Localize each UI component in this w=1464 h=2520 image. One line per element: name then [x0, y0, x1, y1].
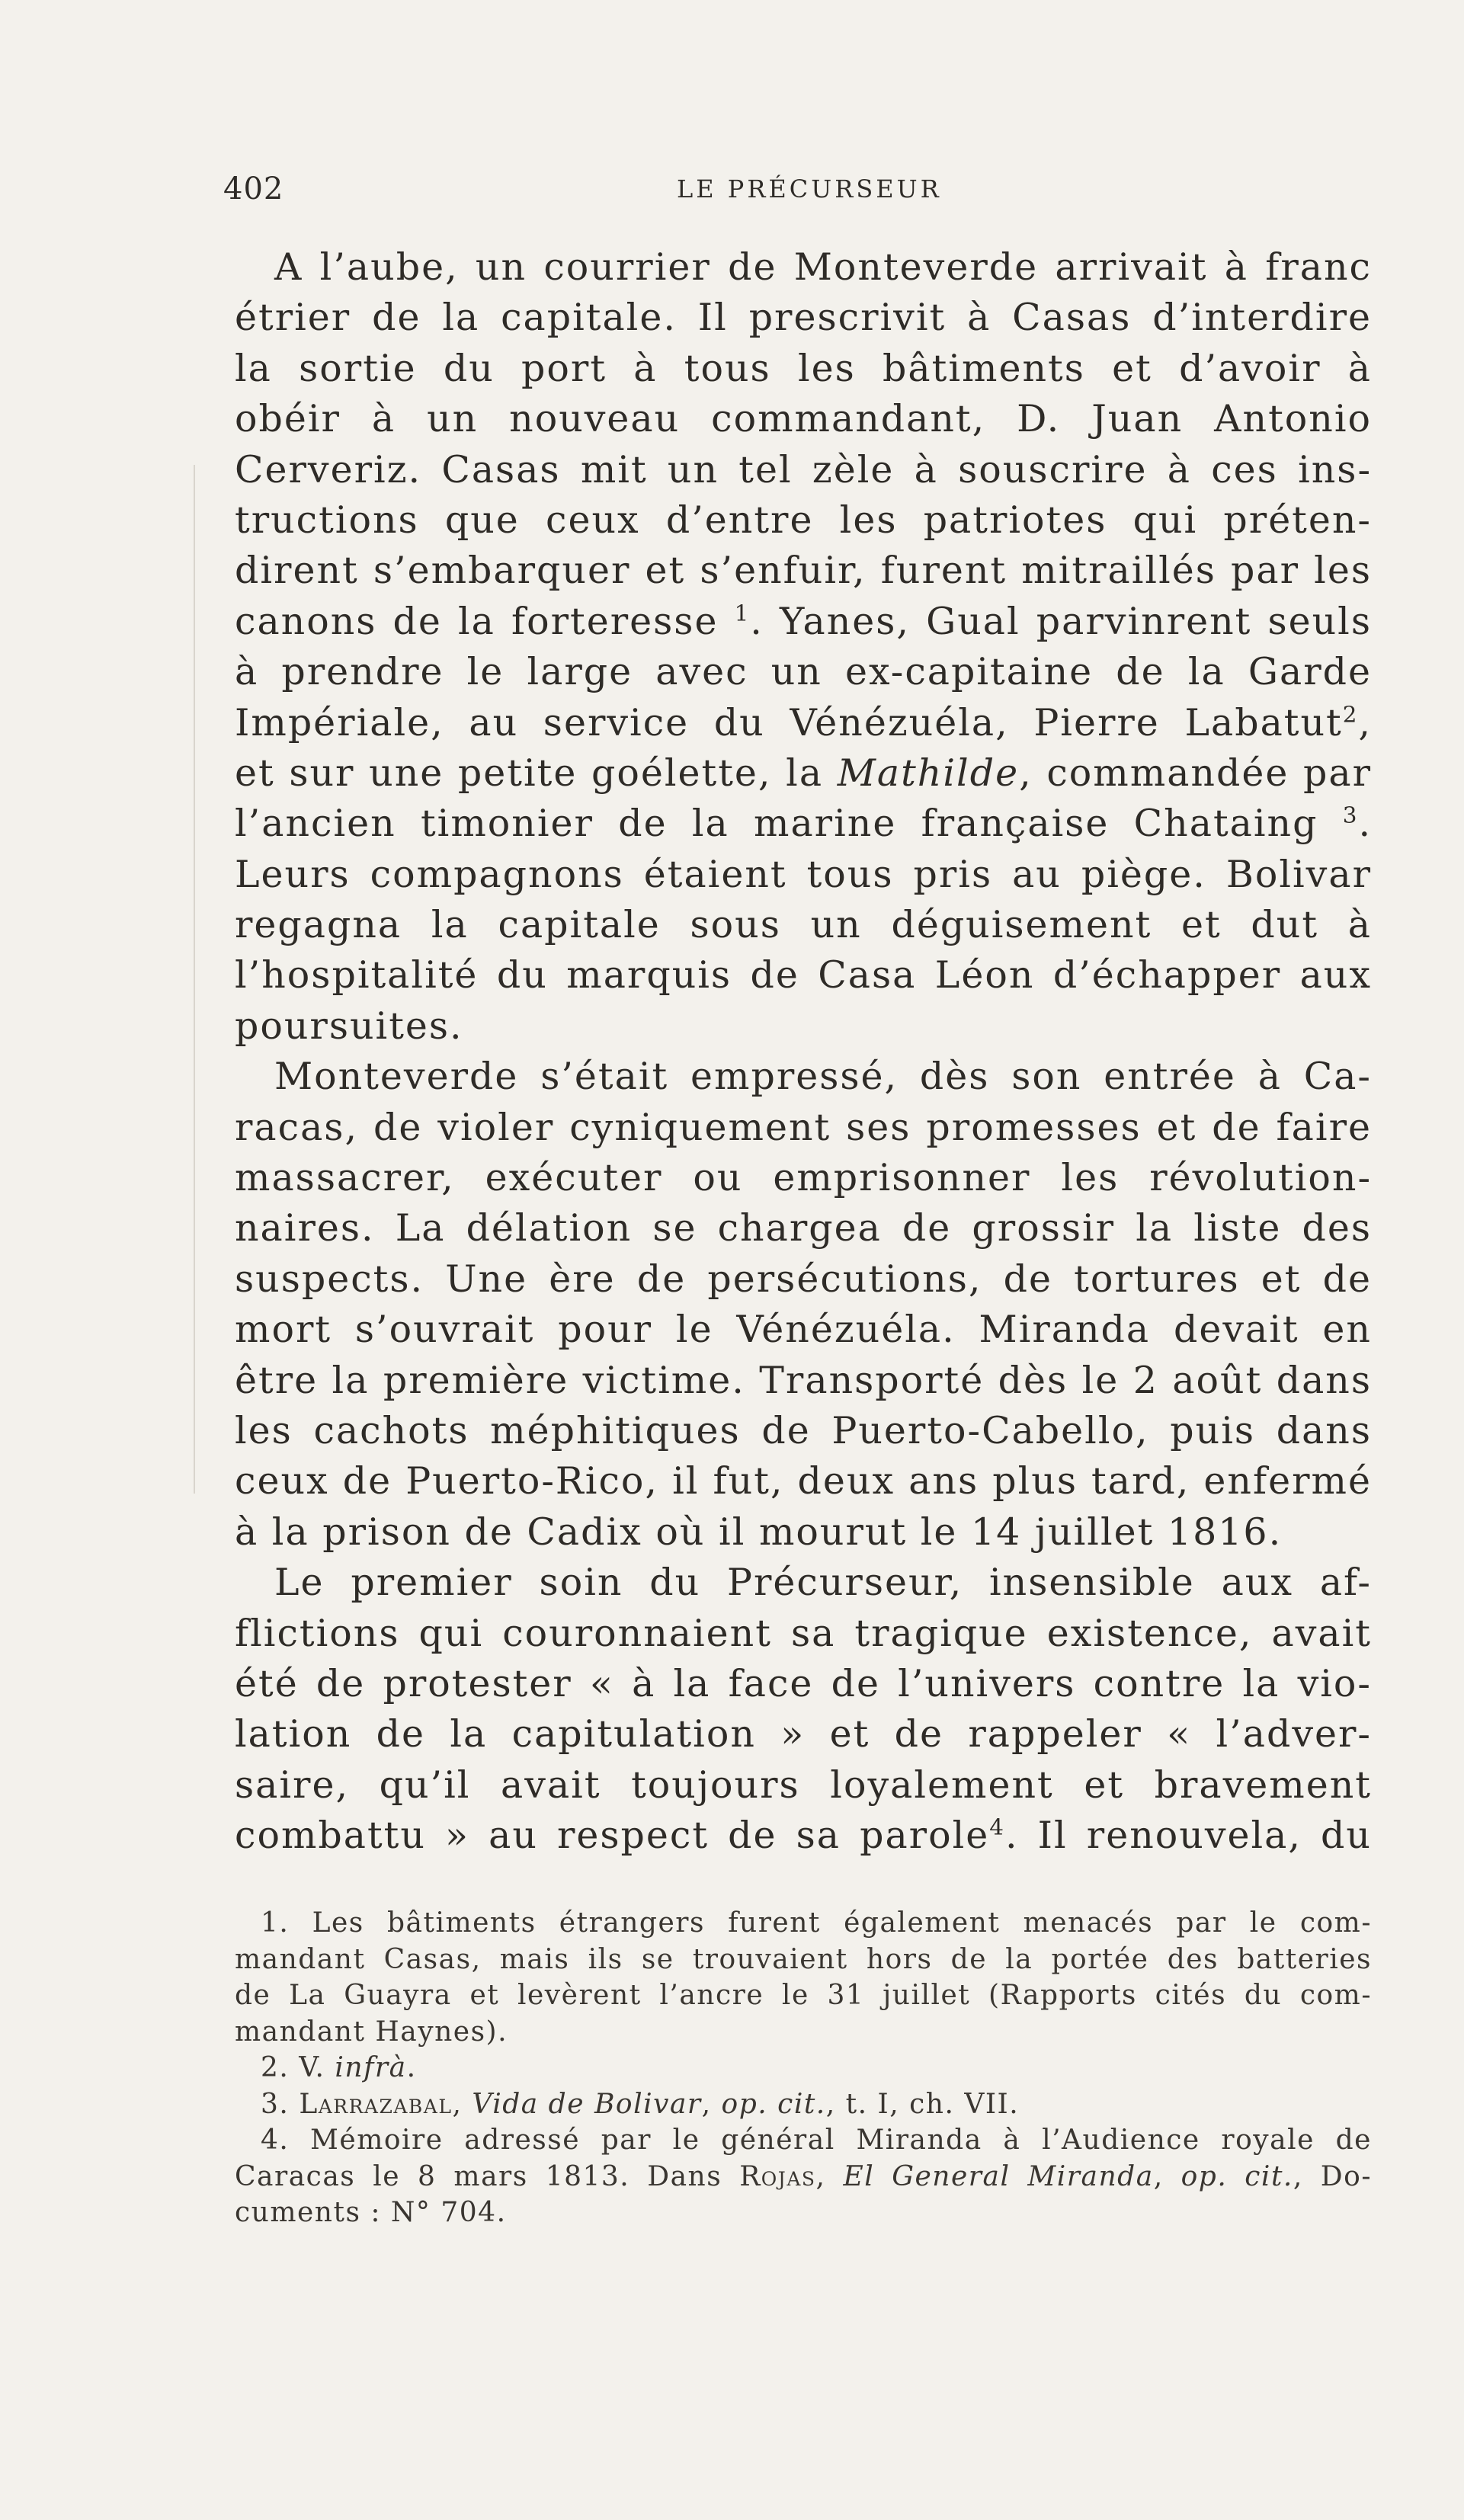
text-line: naires. La délation se chargea de grossir la liste des [235, 1206, 1372, 1250]
author-name: Larrazabal [299, 2088, 453, 2120]
footnote-line: cuments : N° 704. [235, 2197, 507, 2228]
text-line: poursuites. [235, 1004, 463, 1048]
text-span: canons de la forteresse [235, 599, 719, 643]
running-title: LE PRÉCURSEUR [677, 175, 942, 203]
text-line: regagna la capitale sous un déguisement et dut à [235, 903, 1372, 947]
text-span: 2. V. [261, 2052, 325, 2083]
text-line: lation de la capitulation » et de rappeler « l’adver- [235, 1712, 1372, 1756]
text-line: flictions qui couronnaient sa tragique existence, avait [235, 1611, 1372, 1655]
text-line [235, 698, 1372, 748]
text-span: , [1153, 2160, 1164, 2192]
margin-shadow [194, 465, 195, 1494]
text-line: à la prison de Cadix où il mourut le 14 juillet 1816. [235, 1510, 1283, 1554]
text-span: , [1358, 700, 1372, 744]
text-line: A l’aube, un courrier de Monteverde arrivait à franc [274, 245, 1372, 289]
text-span: , [701, 2088, 712, 2120]
text-line: Leurs compagnons étaient tous pris au piège. Bolivar [235, 852, 1372, 896]
text-line: étrier de la capitale. Il prescrivit à Casas d’interdire [235, 296, 1372, 340]
footnote-line: de La Guayra et levèrent l’ancre le 31 juillet (Rapports cités du com- [235, 1980, 1372, 2011]
footnote-ref: 4 [989, 1814, 1005, 1840]
book-title: Vida de Bolivar [472, 2088, 702, 2120]
footnote-line: 4. Mémoire adressé par le général Miranda à l’Audience royale de [261, 2125, 1372, 2156]
text-line: l’hospitalité du marquis de Casa Léon d’échapper aux [235, 953, 1372, 997]
footnotes [235, 1905, 1372, 2231]
text-line: la sortie du port à tous les bâtiments et d’avoir à [235, 346, 1372, 390]
text-span: , Do- [1293, 2160, 1372, 2192]
text-span: l’ancien timonier de la marine française Chataing [235, 802, 1318, 846]
text-line: Monteverde s’était empressé, dès son entrée à Ca- [274, 1055, 1372, 1099]
text-line: être la première victime. Transporté dès le 2 août dans [235, 1358, 1372, 1402]
text-span: Impériale, au service du Vénézuéla, Pierre Labatut [235, 700, 1343, 744]
footnote-line: mandant Haynes). [235, 2016, 508, 2048]
text-line: saire, qu’il avait toujours loyalement et bravement [235, 1763, 1372, 1807]
text-line: à prendre le large avec un ex-capitaine de la Garde [235, 650, 1372, 694]
footnote-line [235, 2159, 1372, 2195]
page-number: 402 [223, 171, 284, 207]
footnote-ref: 2 [1342, 701, 1359, 728]
text-span: . Il renouvela, du [1004, 1814, 1372, 1858]
text-span: , t. I, ch. VII. [825, 2088, 1020, 2120]
text-span: , [452, 2088, 463, 2120]
text-line: Cerveriz. Casas mit un tel zèle à souscrire à ces ins- [235, 447, 1372, 492]
text-line: obéir à un nouveau commandant, D. Juan Antonio [235, 397, 1372, 441]
text-line [235, 1811, 1372, 1861]
text-line: dirent s’embarquer et s’enfuir, furent mitraillés par les [235, 549, 1372, 593]
book-title: El General Miranda [843, 2160, 1154, 2192]
text-line [235, 799, 1372, 849]
text-span: . [406, 2052, 417, 2083]
text-line: massacrer, exécuter ou emprisonner les révolution- [235, 1156, 1372, 1200]
ship-name: Mathilde [837, 751, 1020, 795]
text-span: et sur une petite goélette, la [235, 751, 824, 795]
text-line: suspects. Une ère de persécutions, de tortures et de [235, 1257, 1372, 1301]
footnote-line [235, 2050, 1372, 2086]
italic-span: infrà [335, 2052, 407, 2083]
text-span: 3. [261, 2088, 290, 2120]
text-span: . Yanes, Gual parvinrent seuls [750, 599, 1372, 643]
footnote-line: 1. Les bâtiments étrangers furent également menacés par le com- [261, 1907, 1372, 1939]
italic-span: op. cit. [1180, 2160, 1293, 2192]
text-span: Caracas le 8 mars 1813. Dans [235, 2160, 722, 2192]
text-line: été de protester « à la face de l’univers contre la vio- [235, 1661, 1372, 1705]
body-text [235, 242, 1372, 1862]
text-line: mort s’ouvrait pour le Vénézuéla. Miranda devait en [235, 1308, 1372, 1352]
footnote-line [235, 2086, 1372, 2123]
text-span: , [815, 2160, 826, 2192]
footnote-ref: 3 [1342, 802, 1359, 828]
text-line: Le premier soin du Précurseur, insensible aux af- [274, 1561, 1372, 1605]
footnote-ref: 1 [734, 600, 751, 626]
text-line: ceux de Puerto-Rico, il fut, deux ans plus tard, enfermé [235, 1459, 1372, 1503]
italic-span: op. cit. [721, 2088, 826, 2120]
text-span: . [1358, 802, 1373, 846]
footnote-line: mandant Casas, mais ils se trouvaient hors de la portée des batteries [235, 1943, 1372, 1975]
text-line [235, 597, 1372, 647]
text-span: , commandée par [1019, 751, 1372, 795]
text-span: combattu » au respect de sa parole [235, 1814, 990, 1858]
running-header [223, 171, 1366, 217]
text-line: racas, de violer cyniquement ses promesses et de faire [235, 1105, 1372, 1149]
text-line: les cachots méphitiques de Puerto-Cabello, puis dans [235, 1408, 1372, 1452]
text-line: tructions que ceux d’entre les patriotes qui préten- [235, 498, 1372, 542]
text-line [235, 748, 1372, 799]
author-name: Rojas [739, 2160, 816, 2192]
